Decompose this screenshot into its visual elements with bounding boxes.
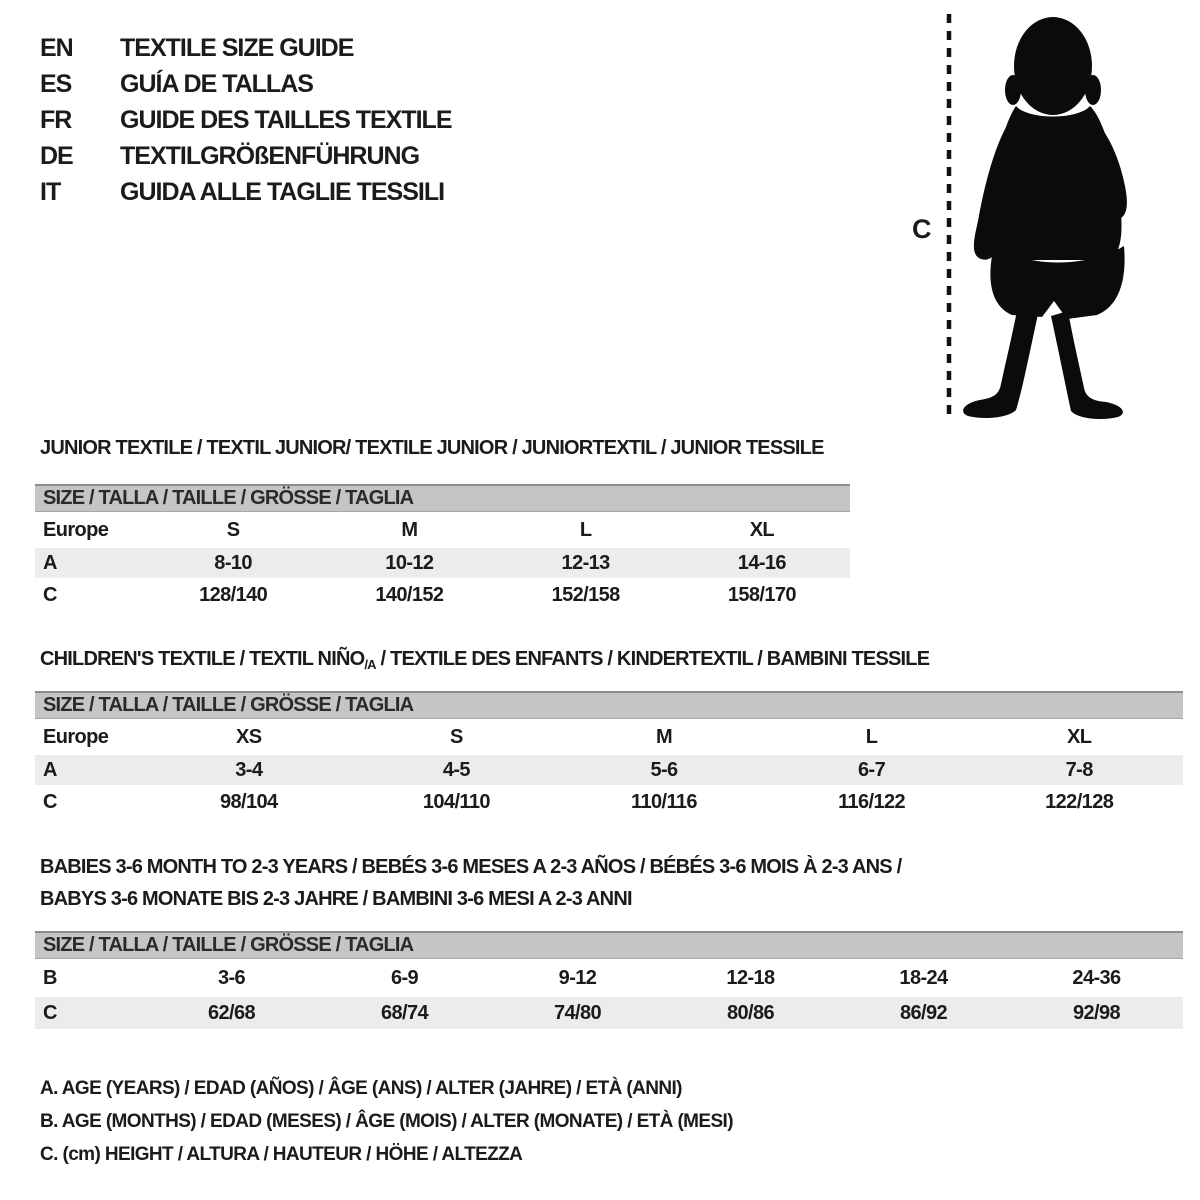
lang-line-it <box>40 174 452 210</box>
table-cell: 128/140 <box>199 583 268 606</box>
table-cell: 6-7 <box>858 758 886 781</box>
table-cell: 62/68 <box>207 1001 256 1024</box>
children-title-prefix: CHILDREN'S TEXTILE / TEXTIL NIÑO <box>40 648 365 670</box>
babies-section-title-line2: BABYS 3-6 MONATE BIS 2-3 JAHRE / BAMBINI 3-6 MESI A 2-3 ANNI <box>40 888 632 910</box>
table-row <box>35 578 850 612</box>
legend-line-a: A. AGE (YEARS) / EDAD (AÑOS) / ÂGE (ANS) / ALTER (JAHRE) / ETÀ (ANNI) <box>40 1077 682 1099</box>
height-measure-label: C <box>912 214 932 244</box>
lang-code: IT <box>40 177 61 206</box>
table-row <box>35 512 850 548</box>
table-cell: 92/98 <box>1072 1001 1121 1024</box>
lang-line-de <box>40 138 452 174</box>
lang-code: ES <box>40 69 72 98</box>
table-cell: 4-5 <box>442 758 470 781</box>
table-cell: 152/158 <box>551 583 620 606</box>
table-cell: S <box>450 725 463 748</box>
row-label: A <box>43 758 57 781</box>
table-cell: 122/128 <box>1045 790 1114 813</box>
junior-table <box>35 484 850 612</box>
size-header-bar: SIZE / TALLA / TAILLE / GRÖSSE / TAGLIA <box>35 931 1183 959</box>
lang-code: FR <box>40 105 72 134</box>
table-cell: 80/86 <box>726 1001 775 1024</box>
row-label: Europe <box>43 725 109 748</box>
table-cell: 18-24 <box>899 966 948 989</box>
children-title-suffix: / TEXTILE DES ENFANTS / KINDERTEXTIL / BAMBINI TESSILE <box>375 648 930 670</box>
table-cell: 98/104 <box>220 790 278 813</box>
lang-code: DE <box>40 141 73 170</box>
table-cell: 3-4 <box>235 758 263 781</box>
table-row <box>35 997 1183 1029</box>
table-cell: M <box>401 518 418 541</box>
table-cell: S <box>226 518 240 541</box>
lang-title: GUIDA ALLE TAGLIE TESSILI <box>120 177 445 206</box>
table-cell: 24-36 <box>1072 966 1121 989</box>
table-cell: 8-10 <box>214 551 252 574</box>
size-header-bar: SIZE / TALLA / TAILLE / GRÖSSE / TAGLIA <box>35 691 1183 719</box>
children-section-title <box>40 648 929 672</box>
lang-line-es <box>40 66 452 102</box>
table-cell: 158/170 <box>727 583 796 606</box>
table-cell: 104/110 <box>422 790 490 813</box>
table-cell: 5-6 <box>650 758 678 781</box>
table-cell: 140/152 <box>375 583 444 606</box>
table-cell: 3-6 <box>217 966 246 989</box>
table-cell: 9-12 <box>558 966 597 989</box>
table-cell: 74/80 <box>553 1001 602 1024</box>
legend-line-b: B. AGE (MONTHS) / EDAD (MESES) / ÂGE (MOIS) / ALTER (MONATE) / ETÀ (MESI) <box>40 1110 733 1132</box>
lang-title: TEXTILGRÖßENFÜHRUNG <box>120 141 420 170</box>
row-label: C <box>43 790 57 813</box>
table-cell: XS <box>236 725 262 748</box>
size-header-bar: SIZE / TALLA / TAILLE / GRÖSSE / TAGLIA <box>35 484 850 512</box>
table-cell: 14-16 <box>737 551 786 574</box>
lang-code: EN <box>40 33 73 62</box>
lang-line-fr <box>40 102 452 138</box>
table-cell: 110/116 <box>631 790 697 813</box>
table-cell: 12-18 <box>726 966 775 989</box>
lang-line-en <box>40 30 452 66</box>
table-cell: 86/92 <box>899 1001 948 1024</box>
row-label: A <box>43 551 57 574</box>
height-dashed-line <box>944 12 954 422</box>
row-label: Europe <box>43 518 109 541</box>
row-label: C <box>43 583 57 606</box>
children-table <box>35 691 1183 819</box>
table-cell: M <box>655 725 673 748</box>
lang-title: GUIDE DES TAILLES TEXTILE <box>120 105 452 134</box>
legend <box>40 1072 733 1171</box>
babies-section-title-line1: BABIES 3-6 MONTH TO 2-3 YEARS / BEBÉS 3-6 MESES A 2-3 AÑOS / BÉBÉS 3-6 MOIS À 2-3 ANS / <box>40 856 902 878</box>
lang-title: GUÍA DE TALLAS <box>120 69 313 98</box>
table-cell: 68/74 <box>380 1001 429 1024</box>
table-cell: XL <box>1067 725 1092 748</box>
table-cell: 116/122 <box>838 790 906 813</box>
table-cell: L <box>579 518 592 541</box>
table-cell: XL <box>749 518 775 541</box>
table-row <box>35 548 850 578</box>
table-row <box>35 959 1183 997</box>
children-title-sub: /A <box>364 657 376 672</box>
junior-section-title: JUNIOR TEXTILE / TEXTIL JUNIOR/ TEXTILE JUNIOR / JUNIORTEXTIL / JUNIOR TESSILE <box>40 437 824 459</box>
table-cell: 12-13 <box>561 551 610 574</box>
table-row <box>35 785 1183 819</box>
row-label: B <box>43 966 57 989</box>
table-cell: 7-8 <box>1065 758 1093 781</box>
table-cell: 10-12 <box>385 551 434 574</box>
row-label: C <box>43 1001 57 1024</box>
lang-title: TEXTILE SIZE GUIDE <box>120 33 354 62</box>
table-cell: 6-9 <box>390 966 419 989</box>
table-cell: L <box>865 725 878 748</box>
legend-line-c: C. (cm) HEIGHT / ALTURA / HAUTEUR / HÖHE / ALTEZZA <box>40 1143 523 1165</box>
table-row <box>35 719 1183 755</box>
language-header <box>40 30 452 210</box>
table-row <box>35 755 1183 785</box>
toddler-silhouette-icon <box>958 8 1143 423</box>
babies-table <box>35 931 1183 1029</box>
